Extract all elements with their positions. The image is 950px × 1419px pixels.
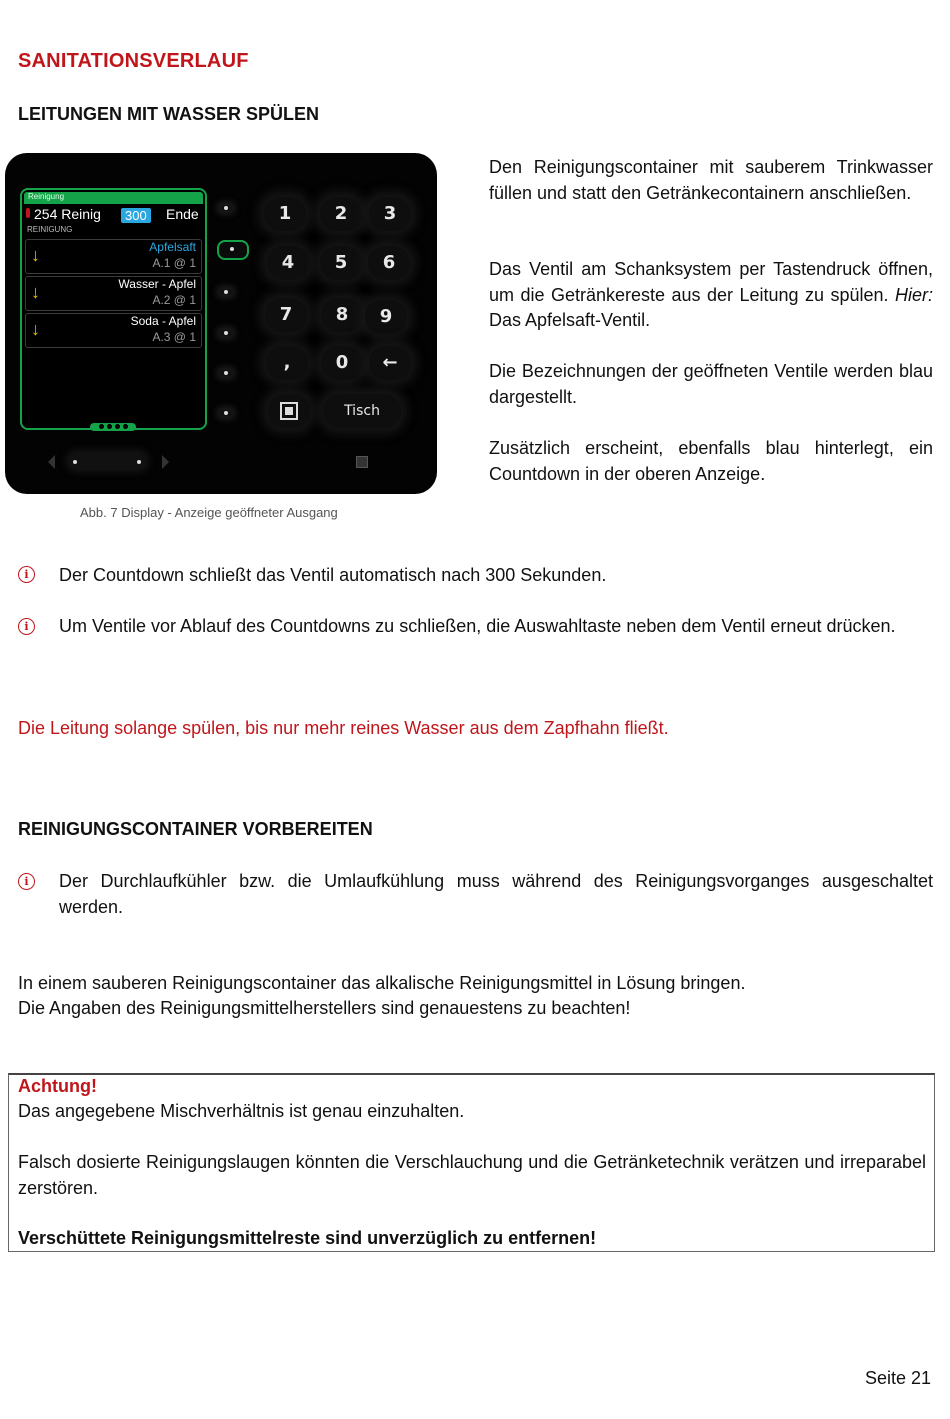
warning-line-3: Verschüttete Reinigungsmittelreste sind unverzüglich zu entfernen! — [18, 1228, 597, 1248]
valve-row — [25, 239, 202, 274]
screen-header — [24, 192, 203, 204]
paragraph-open-valve-emphasis: Hier: — [894, 284, 933, 305]
note-cooler: Der Durchlaufkühler bzw. die Umlaufkühlung muss während des Reinigungsvorganges ausgeschaltet werden. — [59, 871, 933, 917]
nav-dot — [73, 460, 77, 464]
screen-header-label: Reinigung — [28, 192, 65, 201]
arrow-down-icon: ↓ — [31, 245, 40, 265]
tisch-key[interactable]: Tisch — [323, 394, 401, 428]
note-close-early: Um Ventile vor Ablauf des Countdowns zu schließen, die Auswahltaste neben dem Ventil erneut drücken. — [59, 616, 896, 636]
note-countdown: Der Countdown schließt das Ventil automatisch nach 300 Sekunden. — [59, 565, 607, 585]
end-label: Ende — [166, 206, 199, 222]
prepare-line-2: Die Angaben des Reinigungsmittelherstellers sind genauestens zu beachten! — [18, 998, 631, 1018]
valve-name: Soda - Apfel — [130, 314, 196, 328]
nav-left-icon[interactable] — [48, 455, 55, 469]
select-key-2-active[interactable] — [217, 240, 249, 260]
square-button[interactable] — [356, 456, 368, 468]
info-circle-icon: i — [18, 566, 35, 583]
key-9[interactable]: 9 — [365, 300, 407, 334]
status-main: 254 Reinig — [34, 206, 101, 222]
nav-right-icon[interactable] — [162, 455, 169, 469]
nav-bar — [70, 454, 145, 468]
pager-dot — [99, 424, 104, 429]
info-circle-icon: i — [18, 873, 35, 890]
warning-line-2: Falsch dosierte Reinigungslaugen könnten die Verschlauchung und die Getränketechnik verätzen und irreparabel zerstören. — [18, 1152, 926, 1198]
warning-title: Achtung! — [18, 1076, 97, 1096]
page-number: Seite 21 — [865, 1368, 932, 1388]
rinse-instruction: Die Leitung solange spülen, bis nur mehr reines Wasser aus dem Zapfhahn fließt. — [18, 718, 669, 738]
key-5[interactable]: 5 — [320, 246, 362, 280]
key-2[interactable]: 2 — [320, 197, 362, 231]
key-0[interactable]: 0 — [321, 346, 363, 380]
key-6[interactable]: 6 — [368, 246, 410, 280]
arrow-down-icon: ↓ — [31, 282, 40, 302]
paragraph-fill-container: Den Reinigungscontainer mit sauberem Trinkwasser füllen und statt den Getränkecontainern anschließen. — [489, 157, 933, 203]
paragraph-countdown: Zusätzlich erscheint, ebenfalls blau hinterlegt, ein Countdown in der oberen Anzeige. — [489, 438, 933, 484]
prepare-line-1: In einem sauberen Reinigungscontainer das alkalische Reinigungsmittel in Lösung bringen. — [18, 973, 746, 993]
select-key-5[interactable] — [220, 370, 232, 376]
pager-dot — [107, 424, 112, 429]
fullscreen-icon — [280, 402, 298, 420]
key-8[interactable]: 8 — [321, 298, 363, 332]
valve-row — [25, 313, 202, 348]
arrow-down-icon: ↓ — [31, 319, 40, 339]
nav-dot — [137, 460, 141, 464]
paragraph-open-valve-a: Das Ventil am Schanksystem per Tastendruck öffnen, um die Getränkereste aus der Leitung zu spülen. — [489, 259, 933, 305]
valve-row — [25, 276, 202, 311]
warning-line-1: Das angegebene Mischverhältnis ist genau einzuhalten. — [18, 1101, 465, 1121]
figure-caption: Abb. 7 Display - Anzeige geöffneter Ausgang — [80, 505, 338, 520]
valve-name: Apfelsaft — [149, 240, 196, 254]
valve-position: A.3 @ 1 — [152, 330, 196, 344]
valve-name: Wasser - Apfel — [118, 277, 196, 291]
status-sub: REINIGUNG — [27, 225, 73, 234]
select-key-1[interactable] — [220, 205, 232, 211]
key-1[interactable]: 1 — [264, 197, 306, 231]
key-3[interactable]: 3 — [369, 197, 411, 231]
key-4[interactable]: 4 — [267, 246, 309, 280]
fullscreen-key[interactable] — [268, 394, 310, 428]
device-screen — [20, 188, 207, 430]
red-marker-icon — [26, 208, 30, 218]
section-heading-rinse: LEITUNGEN MIT WASSER SPÜLEN — [18, 104, 320, 124]
key-backspace[interactable]: ← — [369, 346, 411, 380]
valve-position: A.2 @ 1 — [152, 293, 196, 307]
paragraph-blue-labels: Die Bezeichnungen der geöffneten Ventile werden blau dargestellt. — [489, 361, 933, 407]
key-7[interactable]: 7 — [265, 298, 307, 332]
paragraph-open-valve-b: Das Apfelsaft-Ventil. — [489, 310, 651, 330]
info-circle-icon: i — [18, 618, 35, 635]
select-key-6[interactable] — [220, 410, 232, 416]
paragraph-open-valve — [489, 257, 933, 334]
document-title: SANITATIONSVERLAUF — [18, 50, 249, 72]
select-key-3[interactable] — [220, 289, 232, 295]
page-indicator — [90, 423, 136, 431]
countdown-badge: 300 — [121, 208, 151, 223]
pager-dot — [123, 424, 128, 429]
section-heading-prepare: REINIGUNGSCONTAINER VORBEREITEN — [18, 819, 373, 839]
key-comma[interactable]: , — [266, 346, 308, 380]
valve-position: A.1 @ 1 — [152, 256, 196, 270]
pager-dot — [115, 424, 120, 429]
select-key-4[interactable] — [220, 330, 232, 336]
